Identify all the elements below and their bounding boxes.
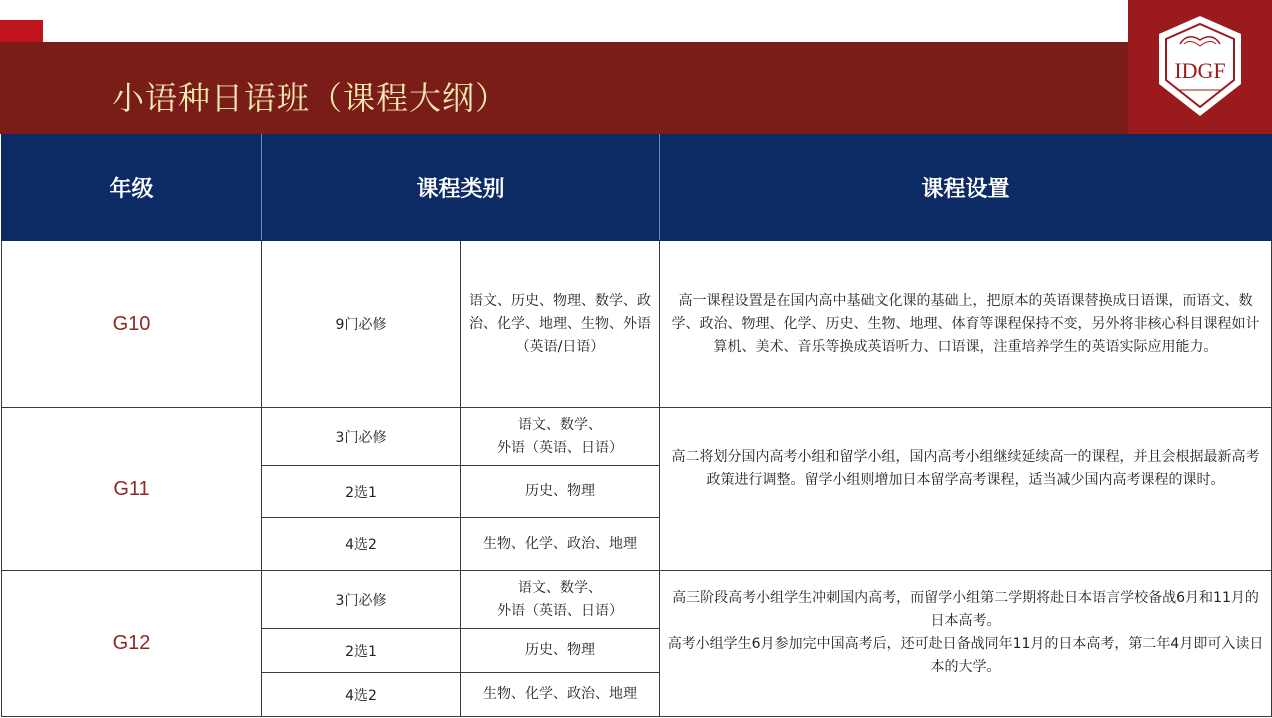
description-cell: 高二将划分国内高考小组和留学小组，国内高考小组继续延续高一的课程，并且会根据最新高考政策进行调整。留学小组则增加日本留学高考课程，适当减少国内高考课程的课时。 — [660, 408, 1272, 571]
grade-cell: G10 — [2, 241, 262, 408]
category-cell: 4选2 — [262, 518, 461, 571]
description-cell: 高一课程设置是在国内高中基础文化课的基础上，把原本的英语课替换成日语课，而语文、数学、政治、物理、化学、历史、生物、地理、体育等课程保持不变，另外将非核心科目课程如计算机、美术、音乐等换成英语听力、口语课，注重培养学生的英语实际应用能力。 — [660, 241, 1272, 408]
category-cell: 2选1 — [262, 629, 461, 673]
description-paragraph: 高三阶段高考小组学生冲刺国内高考，而留学小组第二学期将赴日本语言学校备战6月和11月的日本高考。 — [672, 590, 1259, 629]
description-cell — [660, 571, 1272, 717]
subjects-cell: 生物、化学、政治、地理 — [461, 518, 660, 571]
subjects-cell: 语文、历史、物理、数学、政治、化学、地理、生物、外语（英语/日语） — [461, 241, 660, 408]
subjects-line: 语文、数学、 — [518, 579, 602, 596]
subjects-line: 外语（英语、日语） — [497, 602, 623, 619]
category-cell: 9门必修 — [262, 241, 461, 408]
header-setup: 课程设置 — [660, 135, 1272, 241]
curriculum-table — [1, 134, 1272, 717]
category-cell: 4选2 — [262, 673, 461, 717]
table-header-row — [2, 135, 1272, 241]
subjects-cell: 生物、化学、政治、地理 — [461, 673, 660, 717]
category-cell: 3门必修 — [262, 408, 461, 466]
table-row — [2, 241, 1272, 408]
description-paragraph: 高考小组学生6月参加完中国高考后，还可赴日备战同年11月的日本高考，第二年4月即可入读日本的大学。 — [667, 636, 1264, 675]
subjects-cell: 历史、物理 — [461, 629, 660, 673]
grade-cell: G12 — [2, 571, 262, 717]
header-category: 课程类别 — [262, 135, 660, 241]
subjects-cell — [461, 408, 660, 466]
category-cell: 3门必修 — [262, 571, 461, 629]
category-cell: 2选1 — [262, 466, 461, 518]
page-title: 小语种日语班（课程大纲） — [112, 79, 509, 117]
table-row — [2, 408, 1272, 466]
table-row — [2, 571, 1272, 629]
subjects-cell — [461, 571, 660, 629]
red-accent-tab — [0, 20, 43, 42]
header-grade: 年级 — [2, 135, 262, 241]
school-logo — [1128, 0, 1272, 134]
subjects-line: 外语（英语、日语） — [497, 439, 623, 456]
school-crest-icon — [1128, 0, 1272, 134]
subjects-line: 语文、数学、 — [518, 416, 602, 433]
svg-text:IDGF: IDGF — [1174, 58, 1226, 83]
grade-cell: G11 — [2, 408, 262, 571]
subjects-cell: 历史、物理 — [461, 466, 660, 518]
